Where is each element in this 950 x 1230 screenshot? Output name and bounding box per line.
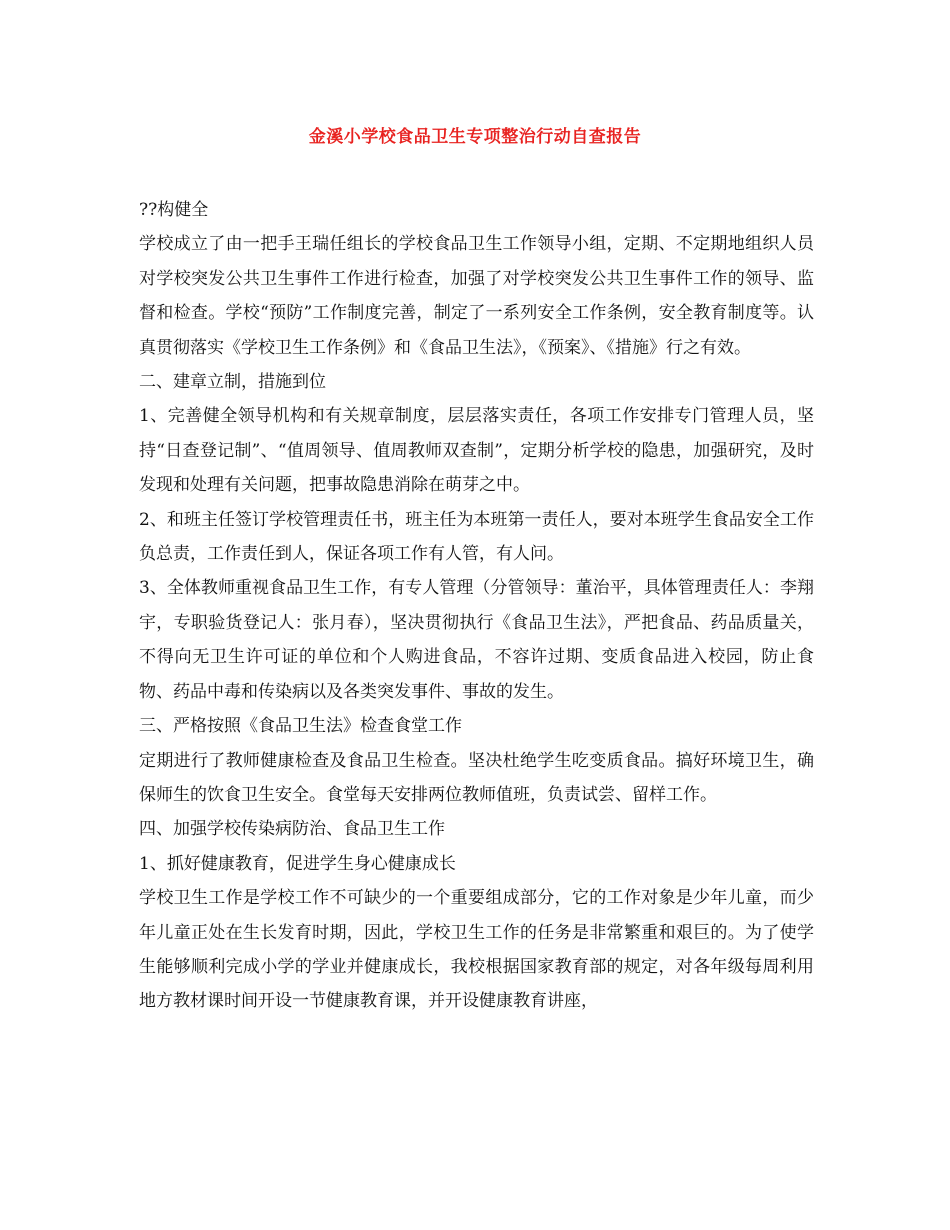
paragraph: 学校成立了由一把手王瑞任组长的学校食品卫生工作领导小组，定期、不定期地组织人员对学校突发公共卫生事件工作进行检查，加强了对学校突发公共卫生事件工作的领导、监督和检查。学校“预防”工作制度完善，制定了一系列安全工作条例，安全教育制度等。认真贯彻落实《学校卫生工作条例》和《食品卫生法》，《预案》、《措施》行之有效。 (139, 234, 814, 358)
paragraph: 学校卫生工作是学校工作不可缺少的一个重要组成部分，它的工作对象是少年儿童，而少年儿童正处在生长发育时期，因此，学校卫生工作的任务是非常繁重和艰巨的。为了使学生能够顺利完成小学的学业并健康成长，我校根据国家教育部的规定，对各年级每周利用地方教材课时间开设一节健康教育课，并开设健康教育讲座， (139, 888, 814, 1012)
paragraph: 1、完善健全领导机构和有关规章制度，层层落实责任，各项工作安排专门管理人员，坚持“日查登记制”、“值周领导、值周教师双查制”，定期分析学校的隐患，加强研究，及时发现和处理有关问题，把事故隐患消除在萌芽之中。 (139, 406, 814, 496)
section-heading: 二、建章立制，措施到位 (139, 372, 326, 393)
section-heading: 三、严格按照《食品卫生法》检查食堂工作 (139, 716, 462, 737)
document-body (139, 193, 814, 1019)
paragraph: 3、全体教师重视食品卫生工作，有专人管理（分管领导：董治平，具体管理责任人：李翔宇，专职验货登记人：张月春），坚决贯彻执行《食品卫生法》，严把食品、药品质量关，不得向无卫生许可证的单位和个人购进食品，不容许过期、变质食品进入校园，防止食物、药品中毒和传染病以及各类突发事件、事故的发生。 (139, 578, 814, 702)
paragraph: 定期进行了教师健康检查及食品卫生检查。坚决杜绝学生吃变质食品。搞好环境卫生，确保师生的饮食卫生安全。食堂每天安排两位教师值班，负责试尝、留样工作。 (139, 750, 814, 805)
section-heading: ??构健全 (139, 200, 209, 220)
subsection-heading: 1、抓好健康教育，促进学生身心健康成长 (139, 853, 456, 874)
document-title: 金溪小学校食品卫生专项整治行动自查报告 (308, 127, 642, 147)
section-heading: 四、加强学校传染病防治、食品卫生工作 (139, 819, 445, 840)
paragraph: 2、和班主任签订学校管理责任书，班主任为本班第一责任人，要对本班学生食品安全工作负总责，工作责任到人，保证各项工作有人管，有人问。 (139, 509, 814, 565)
